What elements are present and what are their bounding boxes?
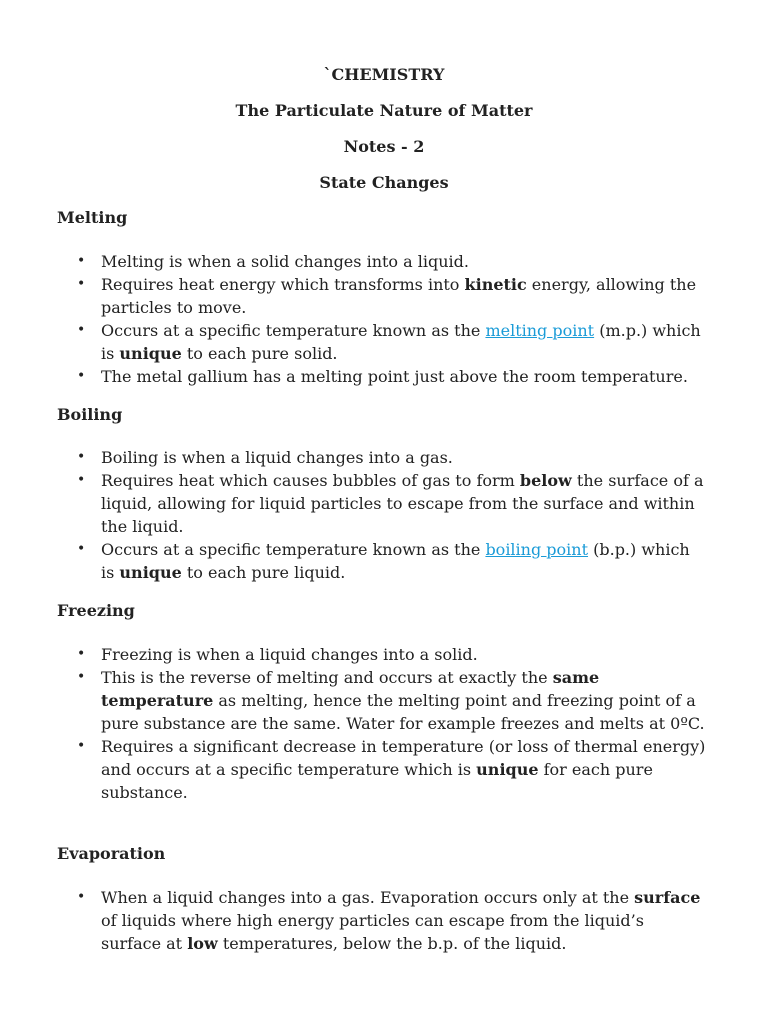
boiling-heading: Boiling [57,405,123,424]
notes-number: Notes - 2 [343,137,425,156]
list-item-text: of liquids where high energy particles can escape from the liquid’s surface at [101,911,644,953]
list-item [57,319,707,365]
keyword-same-temperature: same temperature [101,668,600,710]
keyword-surface: surface [634,888,701,907]
evaporation-heading: Evaporation [57,844,166,863]
keyword-unique: unique [119,344,182,363]
keyword-unique: unique [119,563,182,582]
list-item [57,886,707,955]
list-item-text: The metal gallium has a melting point just above the room temperature. [101,367,688,386]
keyword-low: low [187,934,218,953]
melting-list [57,250,707,388]
list-item-text: Requires heat energy which transforms into [101,275,465,294]
melting-heading: Melting [57,208,128,227]
list-item-text: energy, allowing the particles to move. [101,275,697,317]
evaporation-list [57,886,707,955]
freezing-list [57,643,707,804]
list-item-text: to each pure liquid. [181,563,346,582]
melting-point-link[interactable]: melting point [485,321,595,340]
keyword-kinetic: kinetic [464,275,527,294]
list-item [57,666,707,735]
list-item-text: This is the reverse of melting and occurs at exactly the [101,668,553,687]
boiling-list [57,446,707,584]
list-item-text: Freezing is when a liquid changes into a solid. [101,645,478,664]
list-item [57,469,707,538]
list-item-text: Requires heat which causes bubbles of gas to form [101,471,520,490]
list-item [57,250,707,273]
list-item [57,273,707,319]
boiling-point-link[interactable]: boiling point [485,540,589,559]
list-item-text: Occurs at a specific temperature known as the [101,321,486,340]
list-item [57,735,707,804]
list-item [57,365,707,388]
list-item-text: for each pure substance. [101,760,653,802]
keyword-unique: unique [476,760,539,779]
subject-title: `CHEMISTRY [323,65,445,84]
list-item-text: the surface of a liquid, allowing for liquid particles to escape from the surface and within the liquid. [101,471,704,536]
list-item-text: (b.p.) which is [101,540,690,582]
list-item-text: Boiling is when a liquid changes into a gas. [101,448,453,467]
keyword-below: below [519,471,572,490]
list-item [57,538,707,584]
list-item-text: to each pure solid. [181,344,338,363]
freezing-heading: Freezing [57,601,135,620]
list-item-text: Melting is when a solid changes into a liquid. [101,252,469,271]
list-item [57,446,707,469]
list-item-text: When a liquid changes into a gas. Evaporation occurs only at the [101,888,635,907]
section-title: State Changes [319,173,449,192]
topic-title: The Particulate Nature of Matter [235,101,533,120]
list-item-text: (m.p.) which is [101,321,701,363]
list-item-text: temperatures, below the b.p. of the liquid. [217,934,567,953]
list-item-text: Occurs at a specific temperature known as the [101,540,486,559]
list-item [57,643,707,666]
list-item-text: as melting, hence the melting point and freezing point of a pure substance are the same. Water for example freezes and melts at 0ºC. [101,691,705,733]
list-item-text: Requires a significant decrease in temperature (or loss of thermal energy) and occurs at a specific temperature which is [101,737,706,779]
